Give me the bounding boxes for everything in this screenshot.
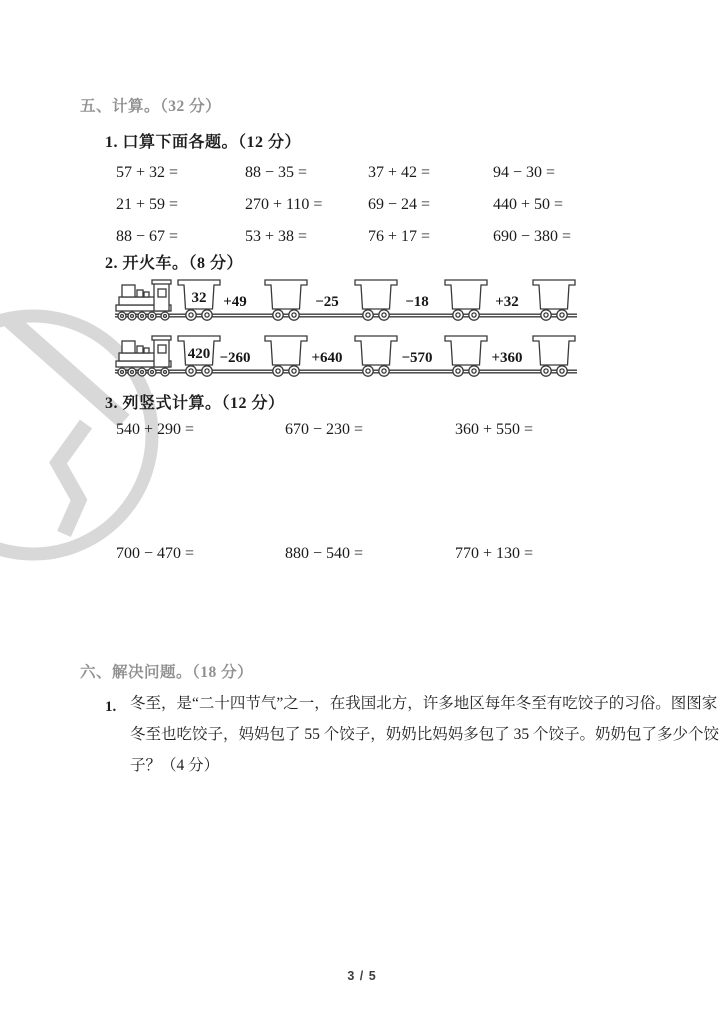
oral-problem: 76 + 17 = bbox=[368, 228, 431, 245]
oral-problem: 53 + 38 = bbox=[245, 228, 308, 245]
oral-problem: 37 + 42 = bbox=[368, 164, 431, 181]
vertical-calc-row-1 bbox=[116, 421, 533, 439]
vertical-problem: 360 + 550 = bbox=[455, 421, 534, 438]
problem-number: 1. bbox=[105, 699, 117, 715]
oral-calc-grid bbox=[116, 164, 603, 245]
oral-problem: 21 + 59 = bbox=[116, 196, 179, 213]
oral-problem: 69 − 24 = bbox=[368, 196, 431, 213]
oral-problem: 57 + 32 = bbox=[116, 164, 179, 181]
oral-problem: 94 − 30 = bbox=[493, 164, 556, 181]
word-problem-line: 子？（4 分） bbox=[130, 757, 220, 774]
train-start-number: 420 bbox=[187, 346, 211, 362]
oral-problem: 690 − 380 = bbox=[493, 228, 572, 245]
locomotive-icon bbox=[116, 280, 171, 320]
locomotive-icon bbox=[116, 336, 171, 376]
train-op-label: −570 bbox=[401, 350, 433, 366]
train-op-label: +360 bbox=[491, 350, 523, 366]
train-start-number: 32 bbox=[191, 290, 207, 306]
train-op-label: −18 bbox=[405, 294, 429, 310]
train-row-1 bbox=[115, 278, 577, 326]
vertical-problem: 700 − 470 = bbox=[116, 545, 195, 562]
train-op-label: −25 bbox=[315, 294, 339, 310]
vertical-problem: 670 − 230 = bbox=[285, 421, 364, 438]
vertical-problem: 770 + 130 = bbox=[455, 545, 534, 562]
word-problem-line: 冬至也吃饺子，妈妈包了 55 个饺子，奶奶比妈妈多包了 35 个饺子。奶奶包了多少个饺 bbox=[130, 726, 720, 743]
train-game-title: 2. 开火车。（8 分） bbox=[105, 255, 244, 272]
vertical-calc-title: 3. 列竖式计算。（12 分） bbox=[105, 395, 285, 412]
train-op-label: −260 bbox=[219, 350, 251, 366]
section5-title: 五、计算。（32 分） bbox=[80, 98, 222, 115]
train-op-label: +640 bbox=[311, 350, 343, 366]
vertical-calc-row-2 bbox=[116, 545, 533, 563]
oral-calc-title: 1. 口算下面各题。（12 分） bbox=[105, 134, 302, 151]
train-op-label: +49 bbox=[223, 294, 247, 310]
word-problem-line: 冬至，是“二十四节气”之一，在我国北方，许多地区每年冬至有吃饺子的习俗。图图家 bbox=[130, 695, 718, 712]
oral-problem: 270 + 110 = bbox=[245, 196, 323, 213]
train-op-label: +32 bbox=[495, 294, 519, 310]
word-problem-text bbox=[130, 688, 720, 781]
oral-problem: 88 − 35 = bbox=[245, 164, 308, 181]
section6-title: 六、解决问题。（18 分） bbox=[80, 664, 254, 681]
vertical-problem: 540 + 290 = bbox=[116, 421, 195, 438]
oral-problem: 440 + 50 = bbox=[493, 196, 564, 213]
train-row-2 bbox=[115, 334, 577, 382]
oral-problem: 88 − 67 = bbox=[116, 228, 179, 245]
vertical-problem: 880 − 540 = bbox=[285, 545, 364, 562]
page-number: 3 / 5 bbox=[347, 969, 377, 983]
